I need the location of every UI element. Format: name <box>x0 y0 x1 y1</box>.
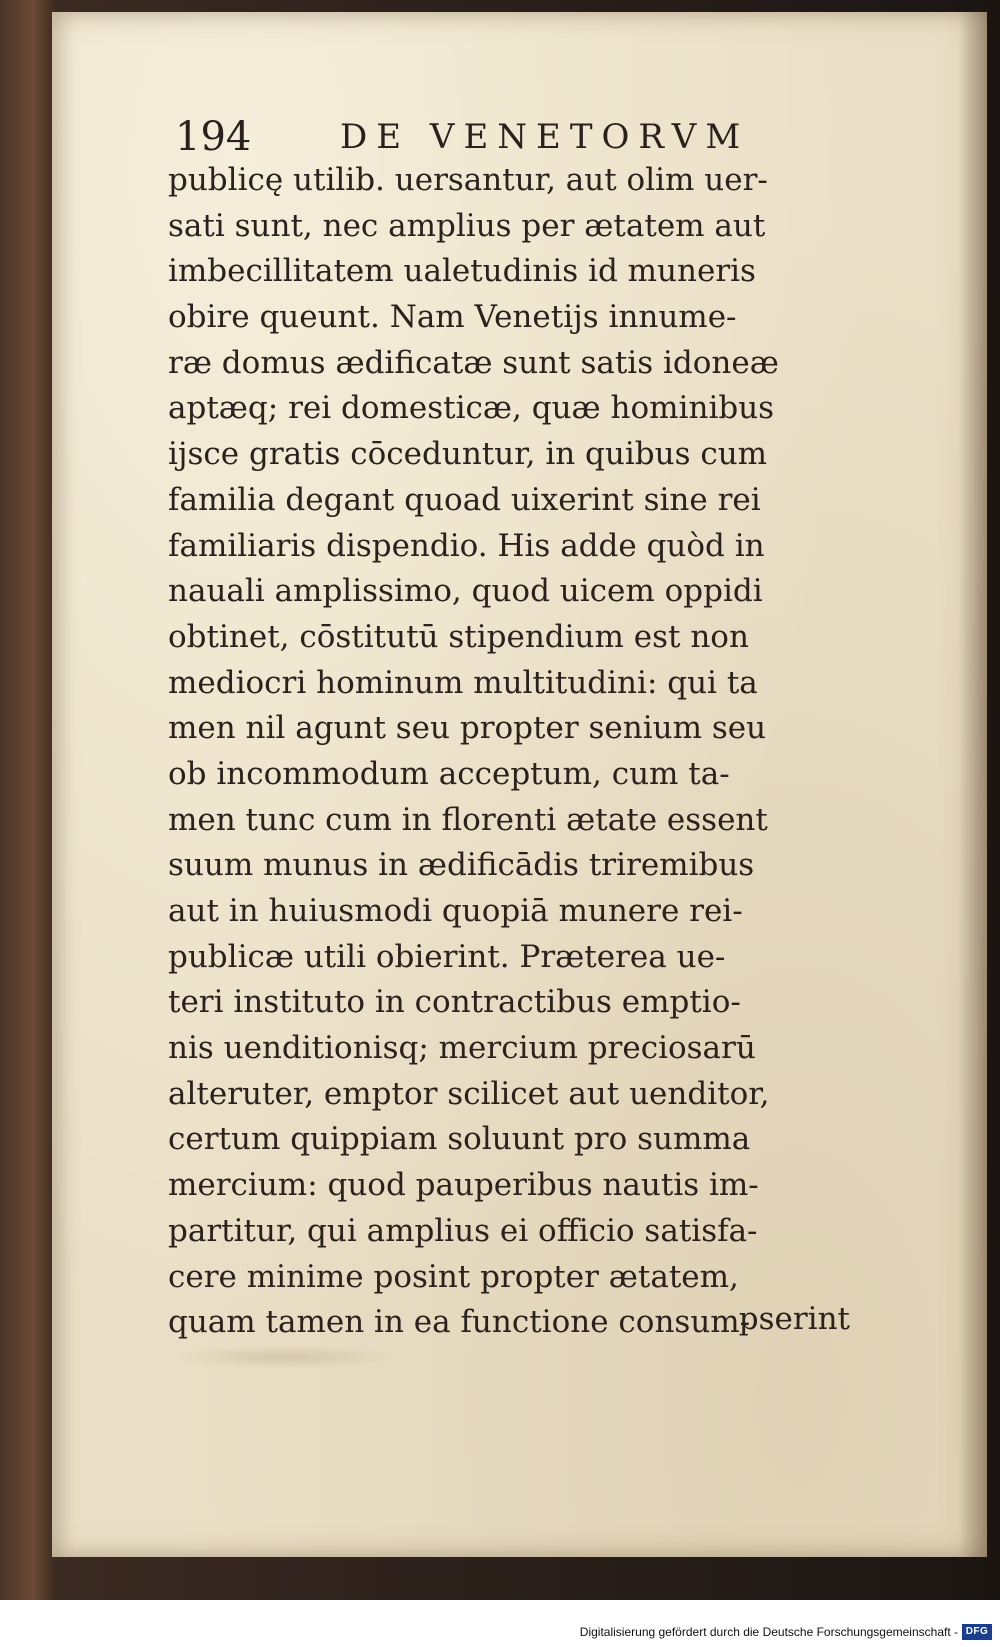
text-line: mercium: quod pauperibus nautis im- <box>168 1167 759 1204</box>
text-line: partitur, qui amplius ei officio satisfa- <box>168 1212 758 1249</box>
page-edge-shadow <box>959 12 987 1557</box>
text-line: sati sunt, nec amplius per ætatem aut <box>168 207 766 244</box>
text-line: men nil agunt seu propter senium seu <box>168 710 767 747</box>
funding-credit: Digitalisierung gefördert durch die Deutsche Forschungsgemeinschaft - <box>579 1625 958 1639</box>
body-text <box>168 158 858 1346</box>
text-line: certum quippiam soluunt pro summa <box>168 1121 751 1158</box>
book-spine <box>0 0 55 1600</box>
text-line: aptæq; rei domesticæ, quæ hominibus <box>168 390 775 427</box>
text-line: mediocri hominum multitudini: qui ta <box>168 664 758 701</box>
catchword: pserint <box>738 1301 850 1337</box>
footer-bar <box>0 1600 1000 1647</box>
text-line: publicę utilib. uersantur, aut olim uer- <box>168 162 768 198</box>
text-line: men tunc cum in florenti ætate essent <box>168 801 768 838</box>
text-line: publicæ utili obierint. Præterea ue- <box>168 938 726 975</box>
page-number: 194 <box>175 114 252 160</box>
text-line: obtinet, cōstitutū stipendium est non <box>168 618 749 655</box>
text-line: familia degant quoad uixerint sine rei <box>168 481 761 518</box>
text-line: ob incommodum acceptum, cum ta- <box>168 755 730 792</box>
text-line: nauali amplissimo, quod uicem oppidi <box>168 573 763 610</box>
text-line: nis uenditionisq; mercium preciosarū <box>168 1030 756 1067</box>
text-line: ræ domus ædificatæ sunt satis idoneæ <box>168 344 779 381</box>
running-head-title: DE VENETORVM <box>340 117 750 157</box>
text-line: ijsce gratis cōceduntur, in quibus cum <box>168 436 768 473</box>
running-head <box>175 112 815 162</box>
text-line: imbecillitatem ualetudinis id muneris <box>168 253 756 290</box>
text-line: quam tamen in ea functione consum- <box>168 1304 751 1341</box>
text-line: alteruter, emptor scilicet aut uenditor, <box>168 1075 770 1112</box>
text-line: teri instituto in contractibus emptio- <box>168 984 741 1021</box>
text-line: familiaris dispendio. His adde quòd in <box>168 527 765 564</box>
text-line: obire queunt. Nam Venetijs innume- <box>168 299 737 336</box>
text-line: aut in huiusmodi quopiā munere rei- <box>168 893 743 929</box>
text-line: suum munus in ædificādis triremibus <box>168 847 755 884</box>
text-line: cere minime posint propter ætatem, <box>168 1258 739 1295</box>
dfg-logo-icon: DFG <box>962 1624 992 1640</box>
ink-show-through <box>170 1345 400 1369</box>
